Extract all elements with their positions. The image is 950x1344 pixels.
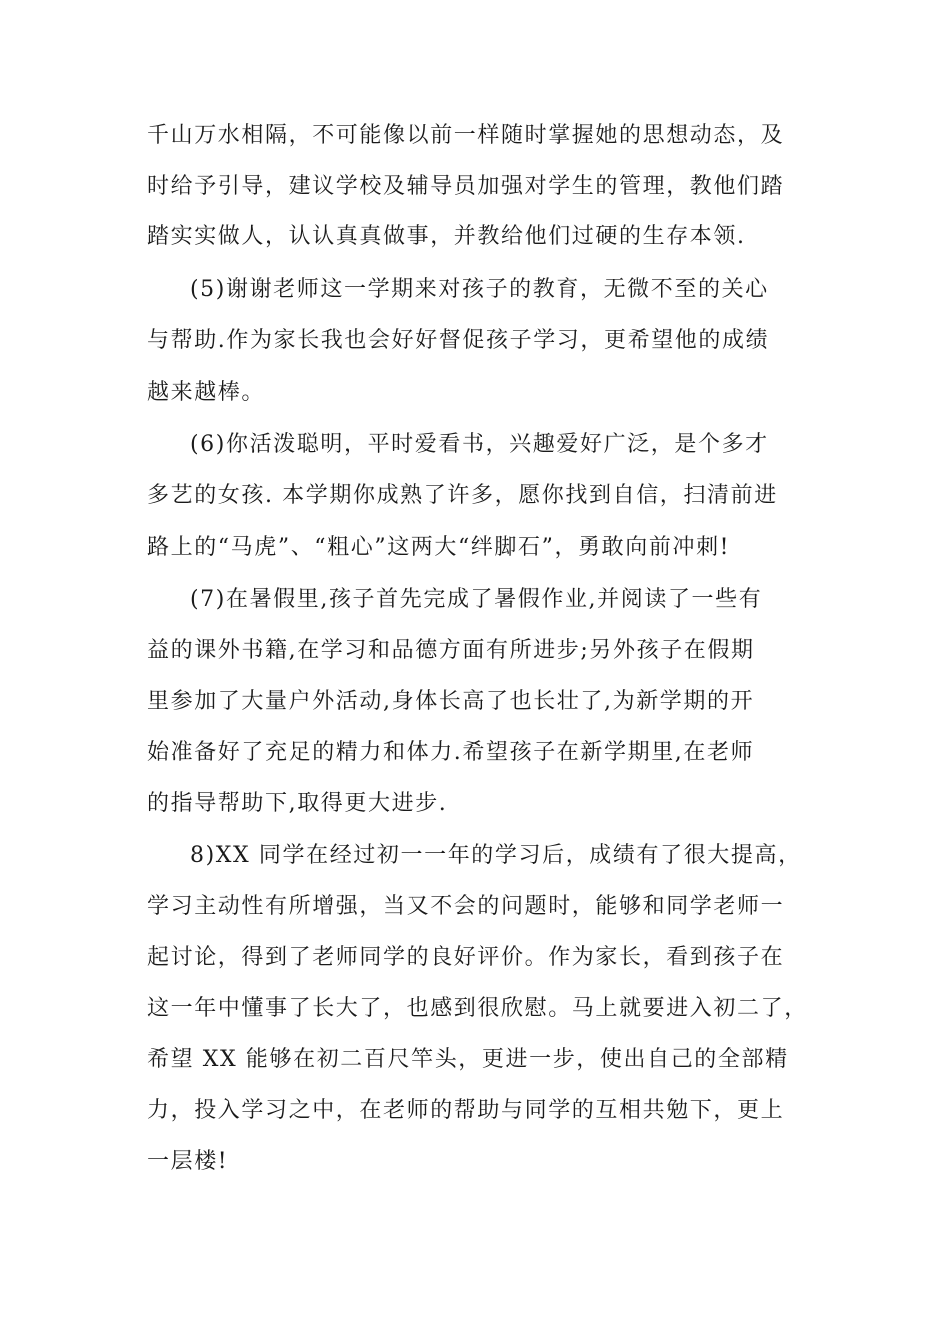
paragraph-3-line-1: (6)你活泼聪明，平时爱看书，兴趣爱好广泛，是个多才 — [190, 432, 769, 457]
paragraph-3-line-2: 多艺的女孩. 本学期你成熟了许多，愿你找到自信，扫清前进 — [147, 483, 778, 508]
paragraph-1-line-3: 踏实实做人，认认真真做事，并教给他们过硬的生存本领. — [147, 224, 746, 249]
paragraph-4-line-3: 里参加了大量户外活动,身体长高了也长壮了,为新学期的开 — [147, 689, 755, 714]
paragraph-5-line-5: 希望 XX 能够在初二百尺竿头，更进一步，使出自己的全部精 — [147, 1047, 789, 1072]
paragraph-5-line-7: 一层楼! — [147, 1149, 229, 1174]
paragraph-4-line-1: (7)在暑假里,孩子首先完成了暑假作业,并阅读了一些有 — [190, 587, 763, 612]
paragraph-2-line-1: (5)谢谢老师这一学期来对孩子的教育，无微不至的关心 — [190, 277, 769, 302]
paragraph-5-line-6: 力，投入学习之中，在老师的帮助与同学的互相共勉下，更上 — [147, 1098, 785, 1123]
paragraph-4-line-4: 始准备好了充足的精力和体力.希望孩子在新学期里,在老师 — [147, 740, 755, 765]
paragraph-3-line-3: 路上的“马虎”、“粗心”这两大“绊脚石”，勇敢向前冲刺! — [147, 535, 731, 560]
paragraph-5-line-2: 学习主动性有所增强，当又不会的问题时，能够和同学老师一 — [147, 894, 785, 919]
paragraph-2-line-3: 越来越棒。 — [147, 380, 266, 405]
paragraph-2-line-2: 与帮助.作为家长我也会好好督促孩子学习，更希望他的成绩 — [147, 328, 770, 353]
paragraph-5-line-1: 8)XX 同学在经过初一一年的学习后，成绩有了很大提高， — [190, 843, 802, 868]
paragraph-1-line-2: 时给予引导，建议学校及辅导员加强对学生的管理，教他们踏 — [147, 174, 785, 199]
paragraph-5-line-4: 这一年中懂事了长大了，也感到很欣慰。马上就要进入初二了， — [147, 996, 808, 1021]
paragraph-4-line-2: 益的课外书籍,在学习和品德方面有所进步;另外孩子在假期 — [147, 638, 755, 663]
paragraph-1-line-1: 千山万水相隔，不可能像以前一样随时掌握她的思想动态，及 — [147, 123, 785, 148]
paragraph-4-line-5: 的指导帮助下,取得更大进步. — [147, 791, 448, 816]
paragraph-5-line-3: 起讨论，得到了老师同学的良好评价。作为家长，看到孩子在 — [147, 945, 785, 970]
